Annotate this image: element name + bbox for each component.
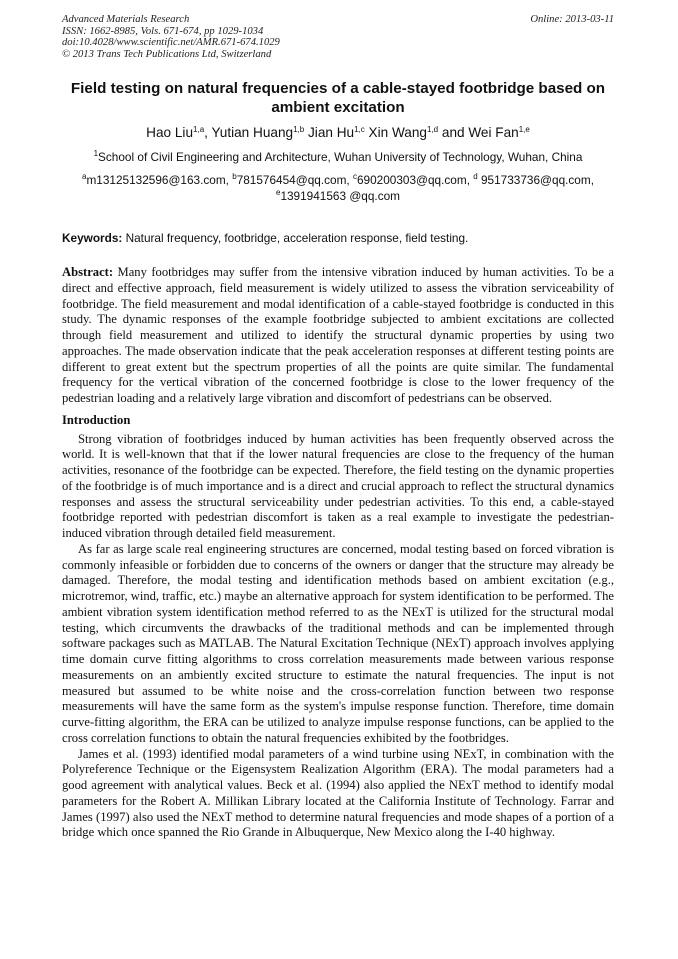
email: $^a$m13125132596@163.com, [82, 172, 233, 187]
copyright-line: © 2013 Trans Tech Publications Ltd, Switzerland [62, 48, 272, 60]
keywords-label: Keywords: [62, 231, 123, 245]
abstract-label: Abstract: [62, 265, 114, 279]
paragraph: James et al. (1993) identified modal parameters of a wind turbine using NExT, in combination with the Polyreference Technique or the Eigensystem Realization Algorithm (ERA). The modal parameters had a good agreement with analytical values. Beck et al. (1994) also applied the NExT method to identify modal parameters for the Robert A. Millikan Library located at the California Institute of Technology. Farrar and James (1997) also used the NExT method to determine natural frequencies and mode shapes of a portion of a bridge which once spanned the Rio Grande in Albuquerque, New Mexico along the I-40 highway. [62, 746, 614, 840]
paper-title: Field testing on natural frequencies of a cable-stayed footbridge based on ambient excitation [70, 80, 606, 116]
author: Jian Hu$^{1,c}$ [308, 125, 365, 140]
journal-name: Advanced Materials Research [62, 14, 190, 25]
section-heading: Introduction [62, 412, 131, 427]
paragraph: Strong vibration of footbridges induced by human activities has been frequently observed across the world. It is well-known that that if the lower natural frequencies are close to the frequency of the human activities, resonance of the footbridge can be expected. Therefore, the field testing on the dynamic properties of the footbridge is of much importance and is a direct and crucial approach to reflect the structural dynamics responses and assess the structural serviceability under pedestrian activities. To this end, a cable-stayed footbridge reported with pedestrian discomfort is taken as a real example to investigate the pedestrian-induced vibration through detailed field measurement. [62, 431, 614, 540]
abstract-text: Many footbridges may suffer from the intensive vibration induced by human activities. To be a direct and effective approach, field measurement is widely utilized to assess the vibration serviceability of footbridge. The field measurement and modal identification of a cable-stayed footbridge is conducted in this study. The dynamic responses of the example footbridge subjected to ambient excitations are collected through field measurement and utilized to identify the structural dynamic properties by using two approaches. The made observation indicate that the peak acceleration responses at different testing points are different to great extent but the spectrum properties of all the points are quite similar. The fundamental frequency for the vertical vibration of the concerned footbridge is close to the lower frequency of the pedestrian loading and a relatively large vibration and discomfort of pedestrians can be observed. [62, 265, 614, 405]
author: Hao Liu$^{1,a}$, [146, 125, 212, 140]
abstract [62, 265, 614, 407]
email: $^b$781576454@qq.com, [232, 172, 353, 187]
author: Wei Fan$^{1,e}$ [468, 125, 530, 140]
email: $^c$690200303@qq.com, [352, 172, 474, 187]
keywords-text: Natural frequency, footbridge, acceleration response, field testing. [122, 231, 469, 245]
author: Yutian Huang$^{1,b}$ [211, 125, 305, 140]
author-list [62, 124, 614, 142]
author: Xin Wang$^{1,d}$ and [368, 125, 469, 140]
doi-line: doi:10.4028/www.scientific.net/AMR.671-674.1029 [62, 37, 280, 49]
journal-header [62, 14, 614, 60]
online-date: Online: 2013-03-11 [530, 14, 614, 25]
affiliation: $^1$School of Civil Engineering and Architecture, Wuhan University of Technology, Wuhan, China [93, 149, 583, 164]
email: $^d$ 951733736@qq.com, [473, 172, 594, 187]
issn-line: ISSN: 1662-8985, Vols. 671-674, pp 1029-1034 [62, 25, 264, 37]
paragraph: As far as large scale real engineering structures are concerned, modal testing based on forced vibration is commonly infeasible or forbidden due to concerns of the owners or danger that the structure may already be damaged. Therefore, the modal testing and identification methods based on ambient excitation (e.g., microtremor, wind, traffic, etc.) maybe an alternative approach for system identification to be performed. The ambient vibration system identification method referred to as the NExT is utilized for the structural modal testing, which circumvents the drawbacks of the traditional methods and can be implemented through software packages such as MATLAB. The Natural Excitation Technique (NExT) approach involves applying time domain curve fitting algorithms to cross correlation measurements made between various response measurements on an ambiently excited structure to estimate the natural frequencies. The input is not measured but assumed to be white noise and the cross-correlation function between two response measurements will have the same form as the system's impulse response function. Therefore, time domain curve-fitting algorithm, the ERA can be utilized to analyze impulse response functions, can be applied to the cross correlation functions to obtain the natural frequencies exhibited by the footbridges. [62, 541, 614, 745]
email: $^e$1391941563 @qq.com [275, 188, 400, 203]
paper-body [62, 265, 614, 841]
email-list [62, 172, 614, 204]
keywords [62, 231, 614, 246]
